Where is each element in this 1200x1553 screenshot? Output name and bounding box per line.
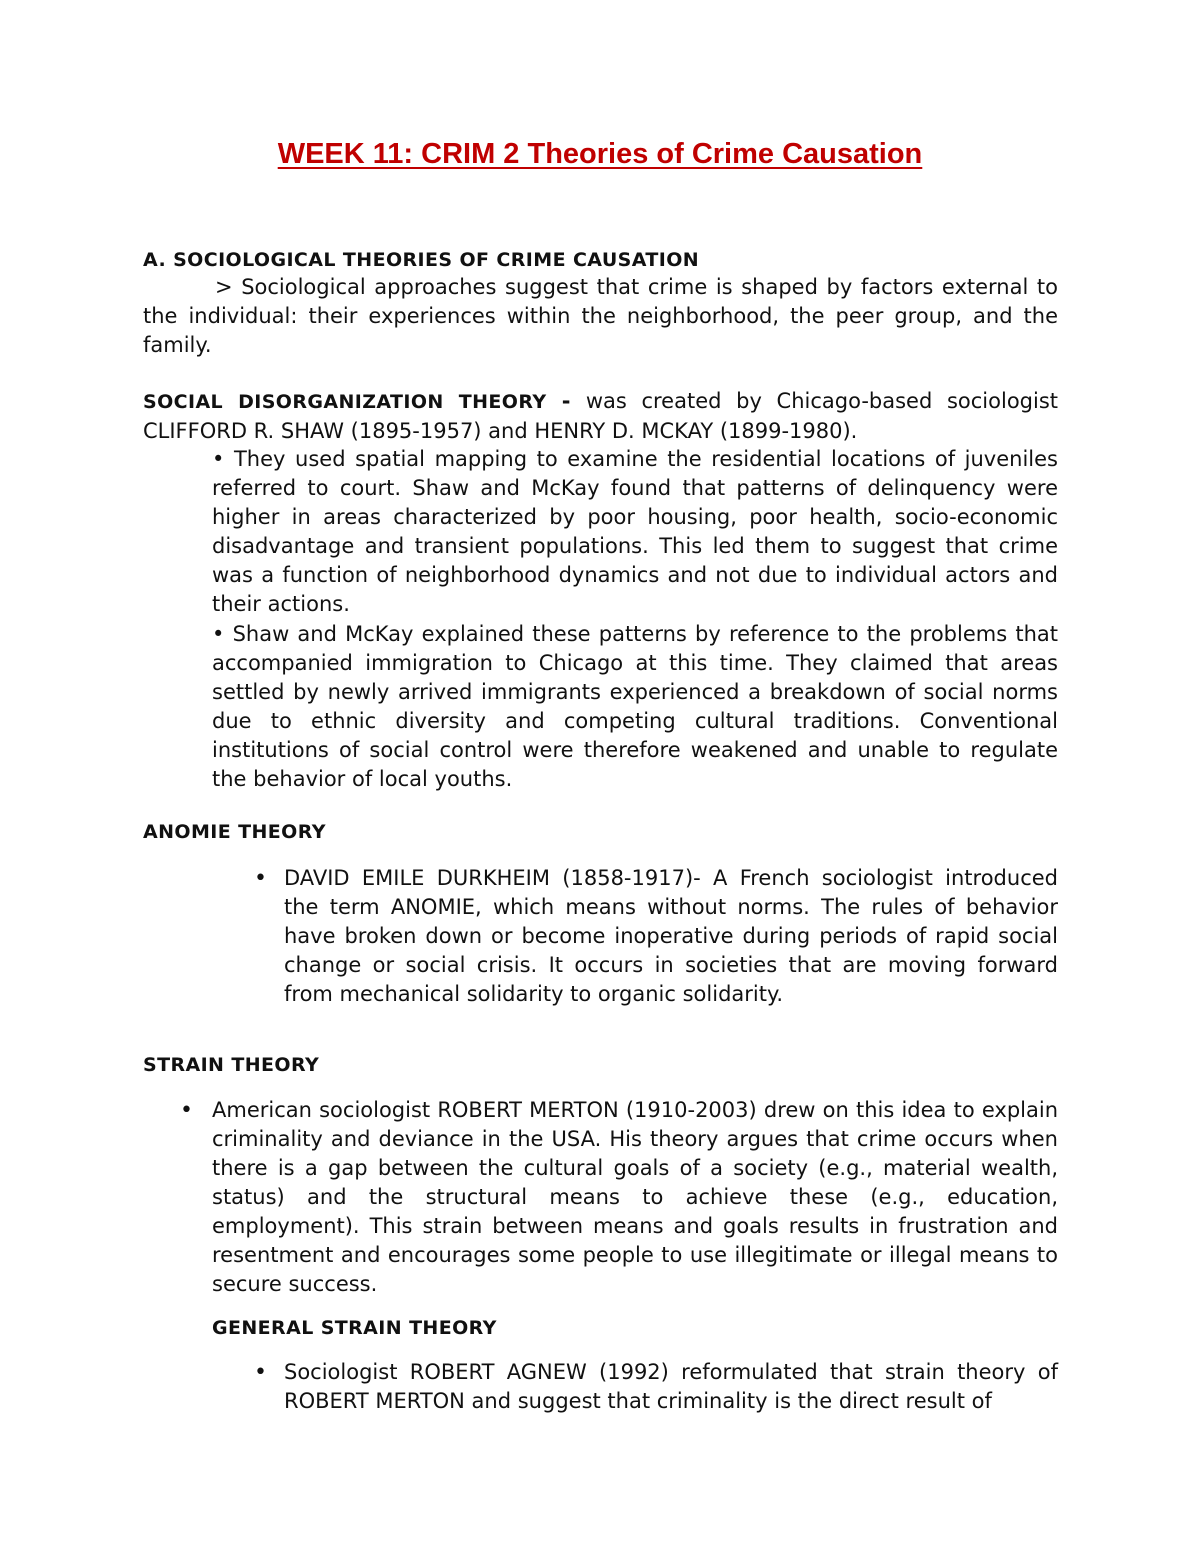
heading-dash: - xyxy=(546,389,586,413)
social-disorganization-point-2: • Shaw and McKay explained these patterns by reference to the problems that accompanied immigration to Chicago at this time. They claimed that areas settled by newly arrived immigrants experienced a breakdown of social norms due to ethnic diversity and competing cultural traditions. Conventional institutions of social control were therefore weakened and unable to regulate the behavior of local youths. xyxy=(212,622,1058,791)
section-a-heading: A. SOCIOLOGICAL THEORIES OF CRIME CAUSATION xyxy=(143,249,700,271)
anomie-bullet-text: DAVID EMILE DURKHEIM (1858-1917)- A French sociologist introduced the term ANOMIE, which means without norms. The rules of behavior have broken down or become inoperative during periods of rapid social change or social crisis. It occurs in societies that are moving forward from mechanical solidarity to organic solidarity. xyxy=(284,866,1058,1006)
page-title: WEEK 11: CRIM 2 Theories of Crime Causation xyxy=(277,138,923,170)
social-disorganization-point-1: • They used spatial mapping to examine the residential locations of juveniles referred to court. Shaw and McKay found that patterns of delinquency were higher in areas characterized by poor housing, poor health, socio-economic disadvantage and transient populations. This led them to suggest that crime was a function of neighborhood dynamics and not due to individual actors and their actions. xyxy=(212,447,1058,616)
anomie-bullet-dot: • xyxy=(254,866,267,891)
section-a-intro: > Sociological approaches suggest that crime is shaped by factors external to the individual: their experiences within the neighborhood, the peer group, and the family. xyxy=(143,275,1058,357)
general-strain-bullet-text: Sociologist ROBERT AGNEW (1992) reformulated that strain theory of ROBERT MERTON and suggest that criminality is the direct result of xyxy=(284,1360,1058,1413)
anomie-heading: ANOMIE THEORY xyxy=(143,821,326,843)
general-strain-heading: GENERAL STRAIN THEORY xyxy=(212,1317,497,1339)
strain-heading: STRAIN THEORY xyxy=(143,1054,320,1076)
strain-bullet-dot: • xyxy=(180,1098,193,1123)
social-disorganization-intro: was created by Chicago-based sociologist CLIFFORD R. SHAW (1895-1957) and HENRY D. MCKAY (1899-1980). xyxy=(143,389,1059,443)
general-strain-bullet-dot: • xyxy=(254,1360,267,1385)
social-disorganization-paragraph xyxy=(143,387,1058,446)
strain-bullet-text: American sociologist ROBERT MERTON (1910-2003) drew on this idea to explain criminality and deviance in the USA. His theory argues that crime occurs when there is a gap between the cultural goals of a society (e.g., material wealth, status) and the structural means to achieve these (e.g., education, employment). This strain between means and goals results in frustration and resentment and encourages some people to use illegitimate or illegal means to secure success. xyxy=(212,1098,1058,1296)
social-disorganization-heading: SOCIAL DISORGANIZATION THEORY xyxy=(143,391,547,413)
